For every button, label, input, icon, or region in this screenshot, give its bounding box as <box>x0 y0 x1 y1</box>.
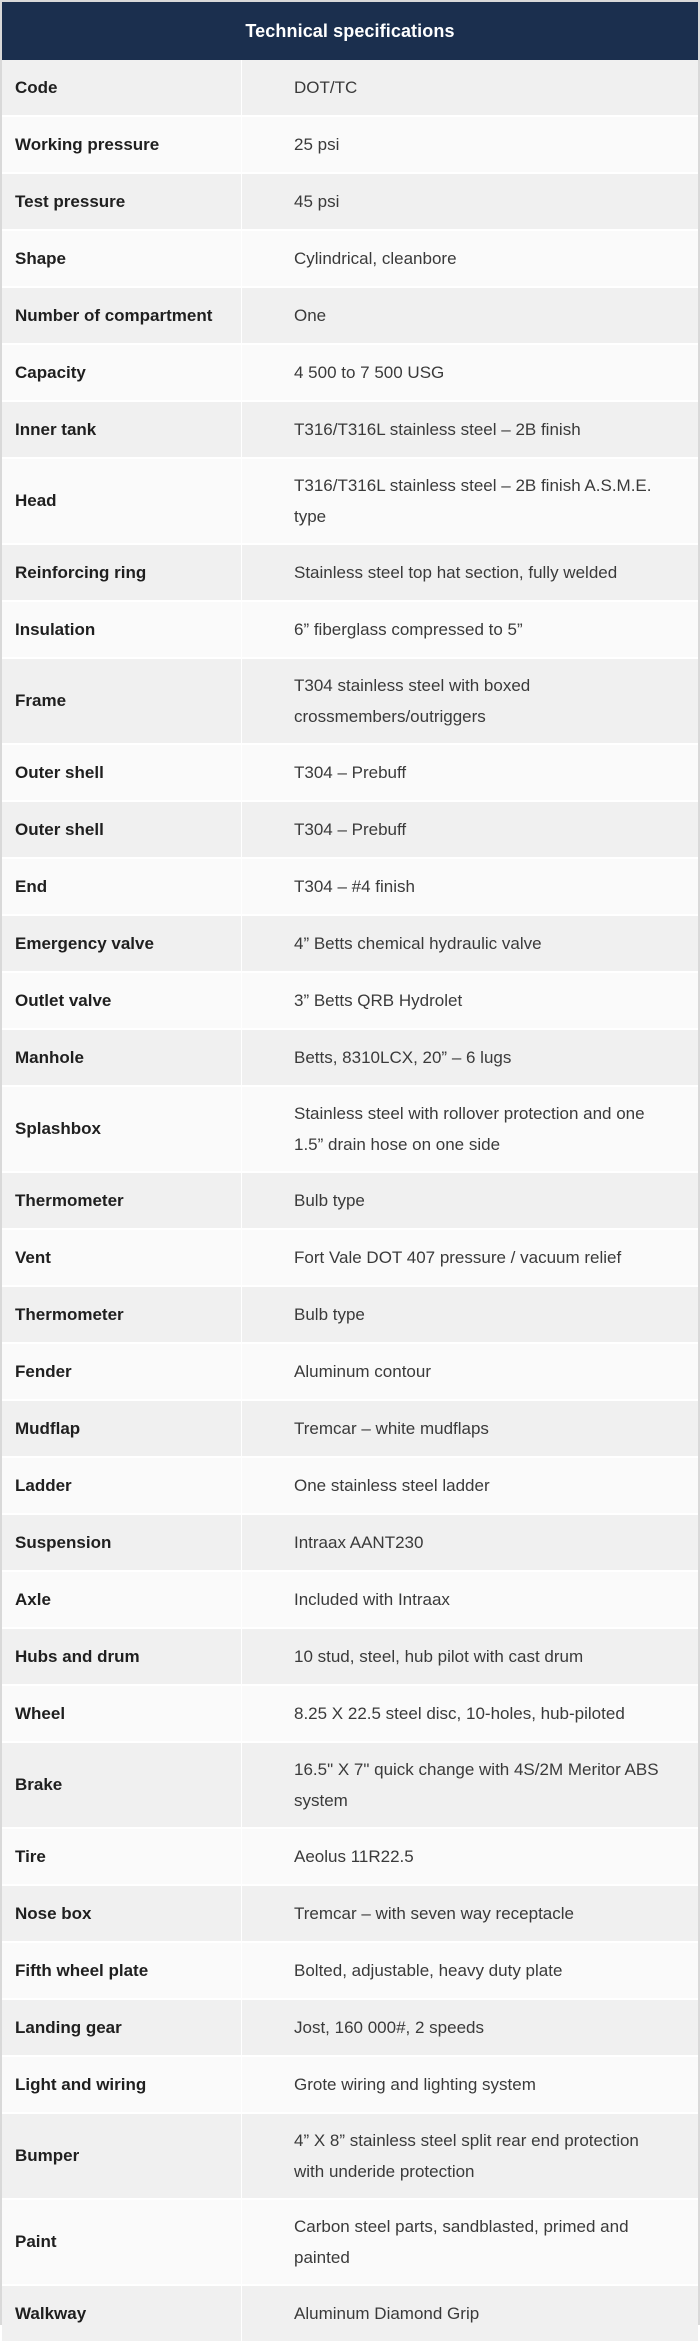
row-value: DOT/TC <box>294 78 358 97</box>
table-row <box>2 914 698 971</box>
row-value: Fort Vale DOT 407 pressure / vacuum relief <box>294 1248 622 1267</box>
table-row <box>2 1741 698 1827</box>
row-value: 6” fiberglass compressed to 5” <box>294 620 523 639</box>
row-value: Aeolus 11R22.5 <box>294 1847 414 1866</box>
row-value: Bolted, adjustable, heavy duty plate <box>294 1961 563 1980</box>
row-value: Included with Intraax <box>294 1590 450 1609</box>
table-row <box>2 1171 698 1228</box>
row-value: T304 stainless steel with boxed crossmembers/outriggers <box>294 676 531 726</box>
row-label: Paint <box>2 2200 242 2284</box>
row-value: T316/T316L stainless steel – 2B finish <box>294 420 581 439</box>
table-row <box>2 343 698 400</box>
table-row <box>2 115 698 172</box>
row-label: Vent <box>2 1230 242 1285</box>
row-value: Grote wiring and lighting system <box>294 2075 536 2094</box>
table-row <box>2 743 698 800</box>
table-title: Technical specifications <box>2 2 698 60</box>
row-label: Outlet valve <box>2 973 242 1028</box>
row-label: Test pressure <box>2 174 242 229</box>
row-label: Code <box>2 60 242 115</box>
table-row <box>2 1627 698 1684</box>
table-row <box>2 1998 698 2055</box>
row-value: Stainless steel with rollover protection and one 1.5” drain hose on one side <box>294 1104 645 1154</box>
row-value: 3” Betts QRB Hydrolet <box>294 991 463 1010</box>
table-row <box>2 1827 698 1884</box>
table-row <box>2 543 698 600</box>
row-value: T304 – #4 finish <box>294 877 415 896</box>
row-value: One stainless steel ladder <box>294 1476 490 1495</box>
row-label: Brake <box>2 1743 242 1827</box>
row-label: Working pressure <box>2 117 242 172</box>
row-label: Number of compartment <box>2 288 242 343</box>
table-row <box>2 1285 698 1342</box>
table-row <box>2 286 698 343</box>
row-label: Mudflap <box>2 1401 242 1456</box>
table-row <box>2 1684 698 1741</box>
row-value: 4 500 to 7 500 USG <box>294 363 445 382</box>
table-row <box>2 857 698 914</box>
table-row <box>2 1941 698 1998</box>
table-row <box>2 1399 698 1456</box>
row-label: Wheel <box>2 1686 242 1741</box>
row-value: One <box>294 306 327 325</box>
table-row <box>2 1342 698 1399</box>
row-value: 10 stud, steel, hub pilot with cast drum <box>294 1647 584 1666</box>
row-label: Manhole <box>2 1030 242 1085</box>
table-row <box>2 400 698 457</box>
table-row <box>2 971 698 1028</box>
row-value: Tremcar – with seven way receptacle <box>294 1904 574 1923</box>
row-value: Aluminum contour <box>294 1362 432 1381</box>
table-row <box>2 600 698 657</box>
row-label: Frame <box>2 659 242 743</box>
table-row <box>2 1456 698 1513</box>
row-value: 8.25 X 22.5 steel disc, 10-holes, hub-piloted <box>294 1704 625 1723</box>
row-label: Hubs and drum <box>2 1629 242 1684</box>
row-label: Nose box <box>2 1886 242 1941</box>
row-label: Thermometer <box>2 1173 242 1228</box>
row-label: Thermometer <box>2 1287 242 1342</box>
row-label: Insulation <box>2 602 242 657</box>
row-value: Aluminum Diamond Grip <box>294 2304 480 2323</box>
row-value: Tremcar – white mudflaps <box>294 1419 489 1438</box>
row-value: Carbon steel parts, sandblasted, primed and painted <box>294 2217 629 2267</box>
row-value: T304 – Prebuff <box>294 820 407 839</box>
table-row <box>2 1570 698 1627</box>
row-label: Inner tank <box>2 402 242 457</box>
row-value: 45 psi <box>294 192 340 211</box>
row-label: Fender <box>2 1344 242 1399</box>
row-value: Bulb type <box>294 1191 365 1210</box>
table-row <box>2 2112 698 2198</box>
row-label: Capacity <box>2 345 242 400</box>
row-value: 4” Betts chemical hydraulic valve <box>294 934 542 953</box>
row-label: Shape <box>2 231 242 286</box>
row-label: Bumper <box>2 2114 242 2198</box>
row-value: T316/T316L stainless steel – 2B finish A.S.M.E. type <box>294 476 652 526</box>
row-value: 16.5" X 7" quick change with 4S/2M Meritor ABS system <box>294 1760 659 1810</box>
row-label: Suspension <box>2 1515 242 1570</box>
row-label: Reinforcing ring <box>2 545 242 600</box>
table-row <box>2 1085 698 1171</box>
row-value: Cylindrical, cleanbore <box>294 249 457 268</box>
row-label: Landing gear <box>2 2000 242 2055</box>
table-row <box>2 1884 698 1941</box>
row-label: Fifth wheel plate <box>2 1943 242 1998</box>
row-value: Intraax AANT230 <box>294 1533 424 1552</box>
table-row <box>2 1513 698 1570</box>
table-row <box>2 1028 698 1085</box>
table-row <box>2 172 698 229</box>
table-row <box>2 657 698 743</box>
row-value: Jost, 160 000#, 2 speeds <box>294 2018 484 2037</box>
table-row <box>2 1228 698 1285</box>
table-row <box>2 457 698 543</box>
row-label: Head <box>2 459 242 543</box>
spec-table-body <box>2 60 698 2341</box>
row-label: Axle <box>2 1572 242 1627</box>
row-label: Outer shell <box>2 745 242 800</box>
row-label: Ladder <box>2 1458 242 1513</box>
row-label: Splashbox <box>2 1087 242 1171</box>
row-label: End <box>2 859 242 914</box>
row-value: Stainless steel top hat section, fully welded <box>294 563 618 582</box>
table-row <box>2 2198 698 2284</box>
table-row <box>2 800 698 857</box>
row-label: Emergency valve <box>2 916 242 971</box>
row-label: Walkway <box>2 2286 242 2341</box>
table-row <box>2 2055 698 2112</box>
row-label: Tire <box>2 1829 242 1884</box>
table-row <box>2 2284 698 2341</box>
table-row <box>2 229 698 286</box>
table-row <box>2 60 698 115</box>
row-value: 25 psi <box>294 135 340 154</box>
row-value: T304 – Prebuff <box>294 763 407 782</box>
row-label: Outer shell <box>2 802 242 857</box>
row-value: 4” X 8” stainless steel split rear end protection with underide protection <box>294 2131 639 2181</box>
row-value: Betts, 8310LCX, 20” – 6 lugs <box>294 1048 512 1067</box>
row-label: Light and wiring <box>2 2057 242 2112</box>
row-value: Bulb type <box>294 1305 365 1324</box>
